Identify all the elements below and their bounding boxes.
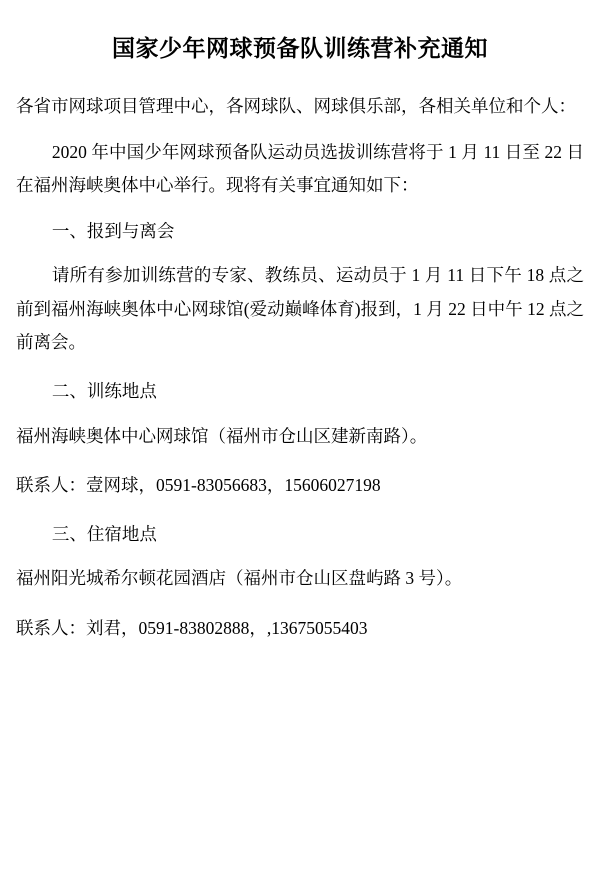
addressee-paragraph: 各省市网球项目管理中心，各网球队、网球俱乐部，各相关单位和个人： bbox=[16, 95, 576, 116]
section-one-body: 请所有参加训练营的专家、教练员、运动员于 1 月 11 日下午 18 点之前到福州海峡奥体中心网球馆(爱动巅峰体育)报到，1 月 22 日中午 12 点之前离会。 bbox=[16, 265, 584, 352]
training-contact: 联系人：壹网球，0591-83056683，15606027198 bbox=[16, 474, 381, 495]
section-heading-three: 三、住宿地点 bbox=[51, 524, 157, 545]
page-title: 国家少年网球预备队训练营补充通知 bbox=[112, 36, 488, 61]
hotel-contact: 联系人：刘君，0591-83802888，,13675055403 bbox=[16, 617, 368, 638]
section-heading-two: 二、训练地点 bbox=[51, 381, 157, 402]
hotel-address: 福州阳光城希尔顿花园酒店（福州市仓山区盘屿路 3 号）。 bbox=[16, 568, 463, 589]
section-heading-one: 一、报到与离会 bbox=[51, 221, 175, 242]
training-venue-address: 福州海峡奥体中心网球馆（福州市仓山区建新南路）。 bbox=[16, 425, 428, 446]
intro-paragraph: 2020 年中国少年网球预备队运动员选拔训练营将于 1 月 11 日至 22 日在福州海峡奥体中心举行。现将有关事宜通知如下： bbox=[16, 142, 584, 195]
